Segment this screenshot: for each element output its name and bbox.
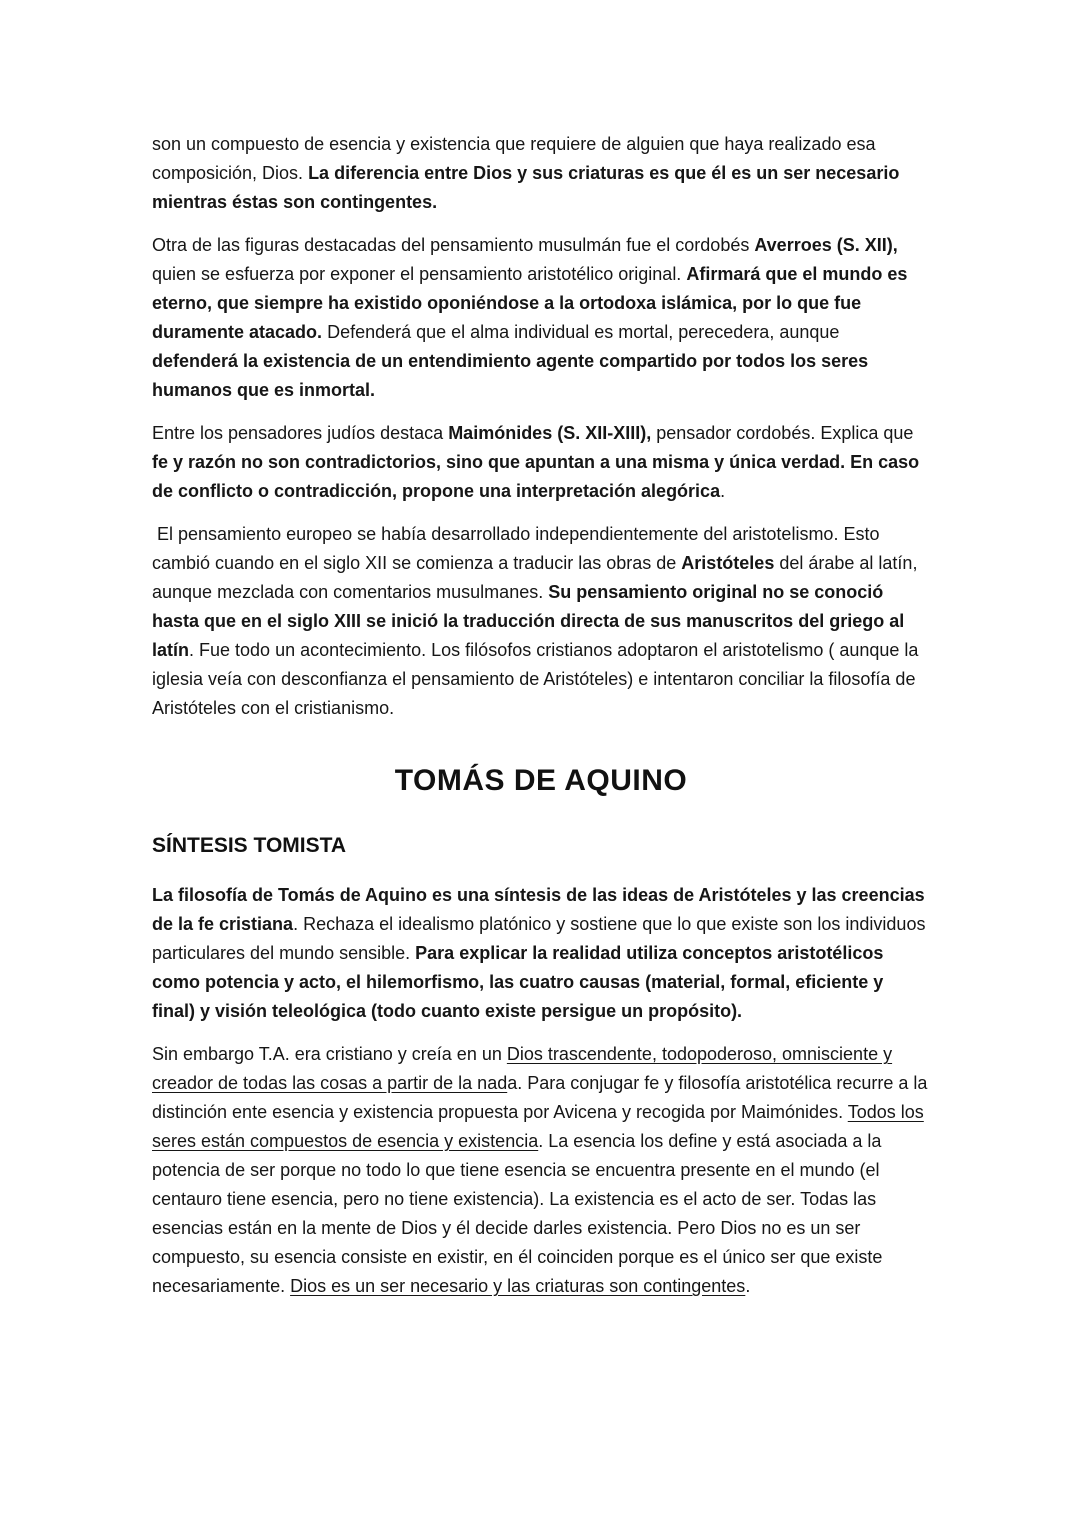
text-run: Sin embargo T.A. era cristiano y creía en un (152, 1044, 507, 1064)
paragraph (152, 419, 930, 506)
underlined-text-run: Dios es un ser necesario y las criaturas son contingentes (290, 1276, 746, 1296)
text-run: . Fue todo un acontecimiento. Los filósofos cristianos adoptaron el aristotelismo ( aunque la iglesia veía con desconfianza el pensamiento de Aristóteles) e intentaron conciliar la filosofía de Aristóteles con el cristianismo. (152, 640, 919, 718)
underlined-text-run: Todos los seres están compuestos de esencia y existencia (152, 1102, 924, 1151)
bold-text-run: Aristóteles (681, 553, 775, 573)
text-run: a. Para conjugar fe y filosofía aristotélica recurre a la distinción ente esencia y existencia propuesta por Avicena y recogida por Maimónides. (152, 1073, 928, 1122)
bold-text-run: Para explicar la realidad utiliza conceptos aristotélicos como potencia y acto, el hilemorfismo, las cuatro causas (material, formal, eficiente y final) y visión teleológica (todo cuanto existe persigue un propósito). (152, 943, 884, 1021)
bold-text-run: Averroes (S. XII), (754, 235, 898, 255)
bold-text-run: defenderá la existencia de un entendimiento agente compartido por todos los seres humanos que es inmortal. (152, 351, 869, 400)
bold-text-run: La filosofía de Tomás de Aquino es una síntesis de las ideas de Aristóteles y las creencias de la fe cristiana (152, 885, 925, 934)
section-title: TOMÁS DE AQUINO (394, 764, 688, 797)
paragraph (152, 130, 930, 217)
text-run: El pensamiento europeo se había desarrollado independientemente del aristotelismo. Esto cambió cuando en el siglo XII se comienza a traducir las obras de (152, 524, 880, 573)
text-run: del árabe al latín, aunque mezclada con comentarios musulmanes. (152, 553, 918, 602)
underlined-text-run: Dios trascendente, todopoderoso, omnisciente y creador de todas las cosas a partir de la nad (152, 1044, 893, 1093)
bold-text-run: Su pensamiento original no se conoció hasta que en el siglo XIII se inició la traducción directa de sus manuscritos del griego al latín (152, 582, 905, 660)
paragraphs-section-top (152, 130, 930, 723)
paragraph (152, 881, 930, 1026)
paragraphs-section-bottom (152, 881, 930, 1301)
text-run: Defenderá que el alma individual es mortal, perecedera, aunque (322, 322, 840, 342)
text-run: son un compuesto de esencia y existencia que requiere de alguien que haya realizado esa composición, Dios. (152, 134, 876, 183)
document-content (152, 0, 930, 1301)
text-run: . (720, 481, 726, 501)
bold-text-run: fe y razón no son contradictorios, sino que apuntan a una misma y única verdad. En caso de conflicto o contradicción, propone una interpretación alegórica (152, 452, 920, 501)
text-run: Entre los pensadores judíos destaca (152, 423, 449, 443)
text-run: . Rechaza el idealismo platónico y sostiene que lo que existe son los individuos particulares del mundo sensible. (152, 914, 926, 963)
bold-text-run: La diferencia entre Dios y sus criaturas es que él es un ser necesario mientras éstas son contingentes. (152, 163, 900, 212)
bold-text-run: Maimónides (S. XII-XIII), (448, 423, 652, 443)
text-run: . (745, 1276, 751, 1296)
paragraph (152, 1040, 930, 1301)
paragraph (152, 520, 930, 723)
bold-text-run: Afirmará que el mundo es eterno, que siempre ha existido oponiéndose a la ortodoxa islámica, por lo que fue duramente atacado. (152, 264, 908, 342)
text-run: quien se esfuerza por exponer el pensamiento aristotélico original. (152, 264, 687, 284)
subsection-heading: SÍNTESIS TOMISTA (152, 834, 347, 857)
text-run: pensador cordobés. Explica que (651, 423, 914, 443)
text-run: . La esencia los define y está asociada a la potencia de ser porque no todo lo que tiene esencia se encuentra presente en el mundo (el centauro tiene esencia, pero no tiene existencia). La existencia es el acto de ser. Todas las esencias están en la mente de Dios y él decide darles existencia. Pero Dios no es un ser compuesto, su esencia consiste en existir, en él coinciden porque es el único ser que existe necesariamente. (152, 1131, 883, 1296)
paragraph (152, 231, 930, 405)
text-run: Otra de las figuras destacadas del pensamiento musulmán fue el cordobés (152, 235, 755, 255)
